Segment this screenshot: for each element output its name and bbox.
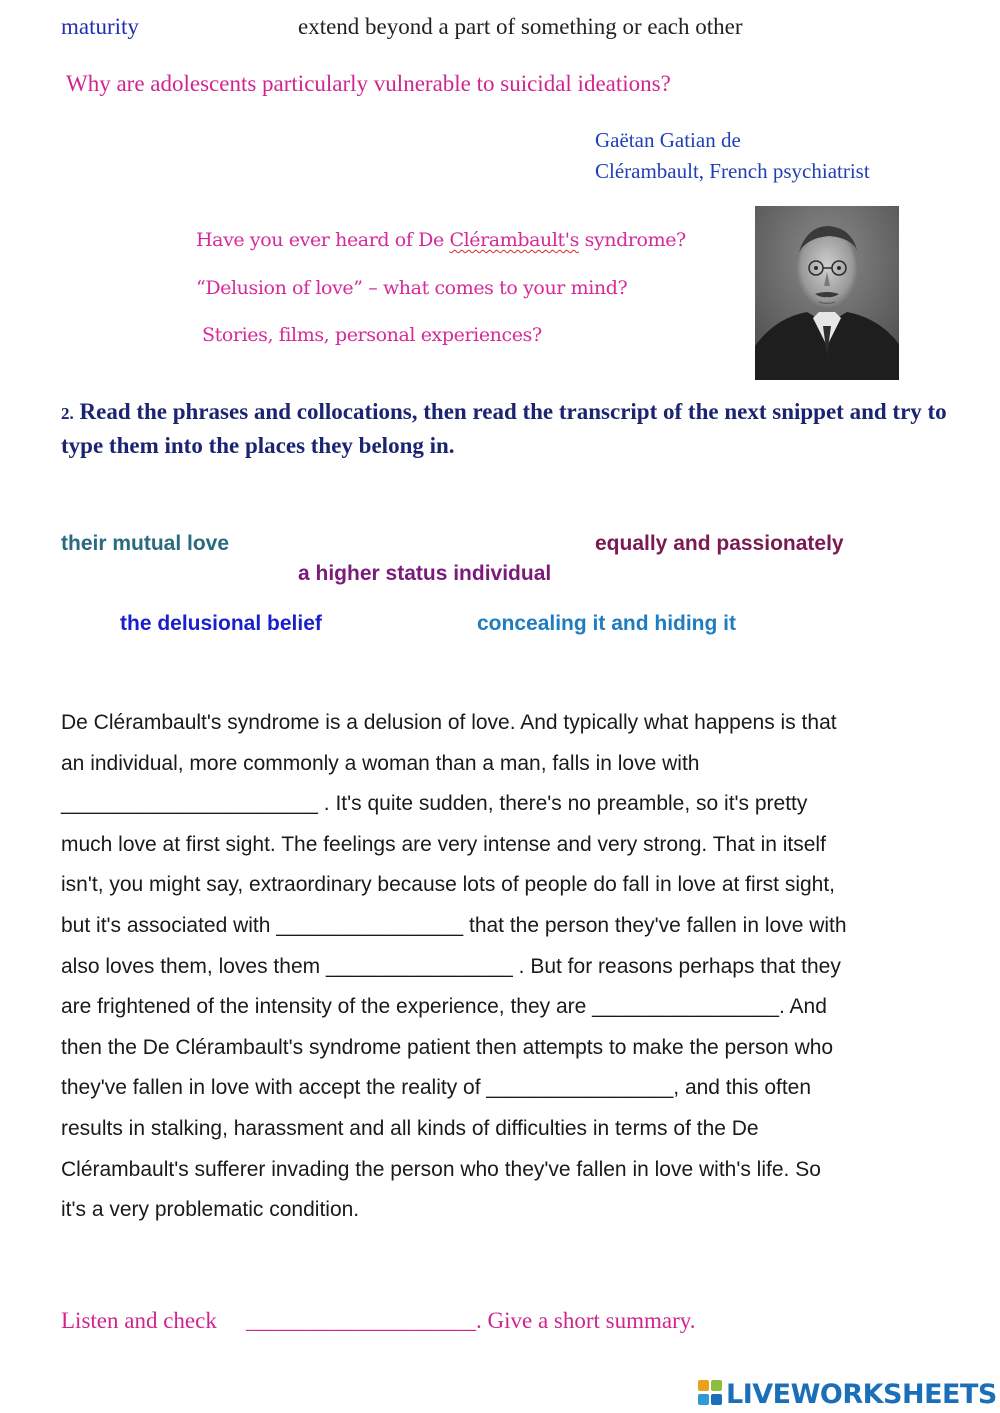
exercise-number: 2. [61,404,74,423]
portrait-caption-line-1: Gaëtan Gatian de [595,128,741,152]
transcript-line-with-blank[interactable]: also loves them, loves them ________________ . But for reasons perhaps that they [61,954,841,978]
listen-and-check-label: Listen and check [61,1308,217,1333]
psychiatrist-portrait-photo [755,206,899,380]
prompt-stories-films: Stories, films, personal experiences? [202,324,542,346]
phrase-concealing-and-hiding: concealing it and hiding it [477,612,737,635]
prompt-part: syndrome? [578,229,686,251]
spellcheck-flagged-word: Clérambault's [449,229,579,251]
liveworksheets-logo [698,1378,997,1410]
discussion-question: Why are adolescents particularly vulnerable to suicidal ideations? [66,71,671,96]
prompt-heard-of-syndrome [196,229,686,251]
transcript-line: an individual, more commonly a woman than a man, falls in love with [61,751,700,775]
transcript-line-with-blank[interactable]: they've fallen in love with accept the reality of ________________, and this often [61,1076,812,1100]
liveworksheets-wordmark: LIVEWORKSHEETS [726,1378,997,1410]
phrase-delusional-belief: the delusional belief [120,612,322,635]
exercise-instruction [61,396,951,462]
vocab-definition: extend beyond a part of something or each other [298,14,743,39]
transcript-line: Clérambault's sufferer invading the person who they've fallen in love with's life. So [61,1157,821,1181]
transcript-line: then the De Clérambault's syndrome patient then attempts to make the person who [61,1035,834,1059]
liveworksheets-mark-icon [698,1380,724,1408]
phrase-their-mutual-love: their mutual love [61,532,230,555]
vocab-term: maturity [61,14,139,39]
transcript-line: much love at first sight. The feelings are very intense and very strong. That in itself [61,832,826,856]
exercise-instruction-text: Read the phrases and collocations, then read the transcript of the next snippet and try to type them into the places they belong in. [61,399,947,458]
transcript-paragraph [61,703,941,1231]
transcript-line-with-blank[interactable]: but it's associated with ________________ that the person they've fallen in love with [61,913,847,937]
prompt-delusion-of-love: “Delusion of love” – what comes to your mind? [196,277,628,299]
listen-summary-blank[interactable]: ____________________. Give a short summary. [246,1308,696,1333]
portrait-caption-line-2: Clérambault, French psychiatrist [595,159,870,183]
portrait-illustration [755,206,899,380]
phrase-higher-status-individual: a higher status individual [298,562,552,585]
phrase-equally-and-passionately: equally and passionately [595,532,844,555]
transcript-line: De Clérambault's syndrome is a delusion of love. And typically what happens is that [61,711,837,734]
prompt-part: Have you ever heard of De [196,229,450,251]
transcript-line: isn't, you might say, extraordinary because lots of people do fall in love at first sight, [61,873,836,897]
transcript-line: results in stalking, harassment and all kinds of difficulties in terms of the De [61,1116,759,1140]
transcript-line: it's a very problematic condition. [61,1198,360,1222]
transcript-line-with-blank[interactable]: are frightened of the intensity of the experience, they are ________________. And [61,995,827,1019]
transcript-line-with-blank[interactable]: ______________________ . It's quite sudden, there's no preamble, so it's pretty [61,792,808,816]
